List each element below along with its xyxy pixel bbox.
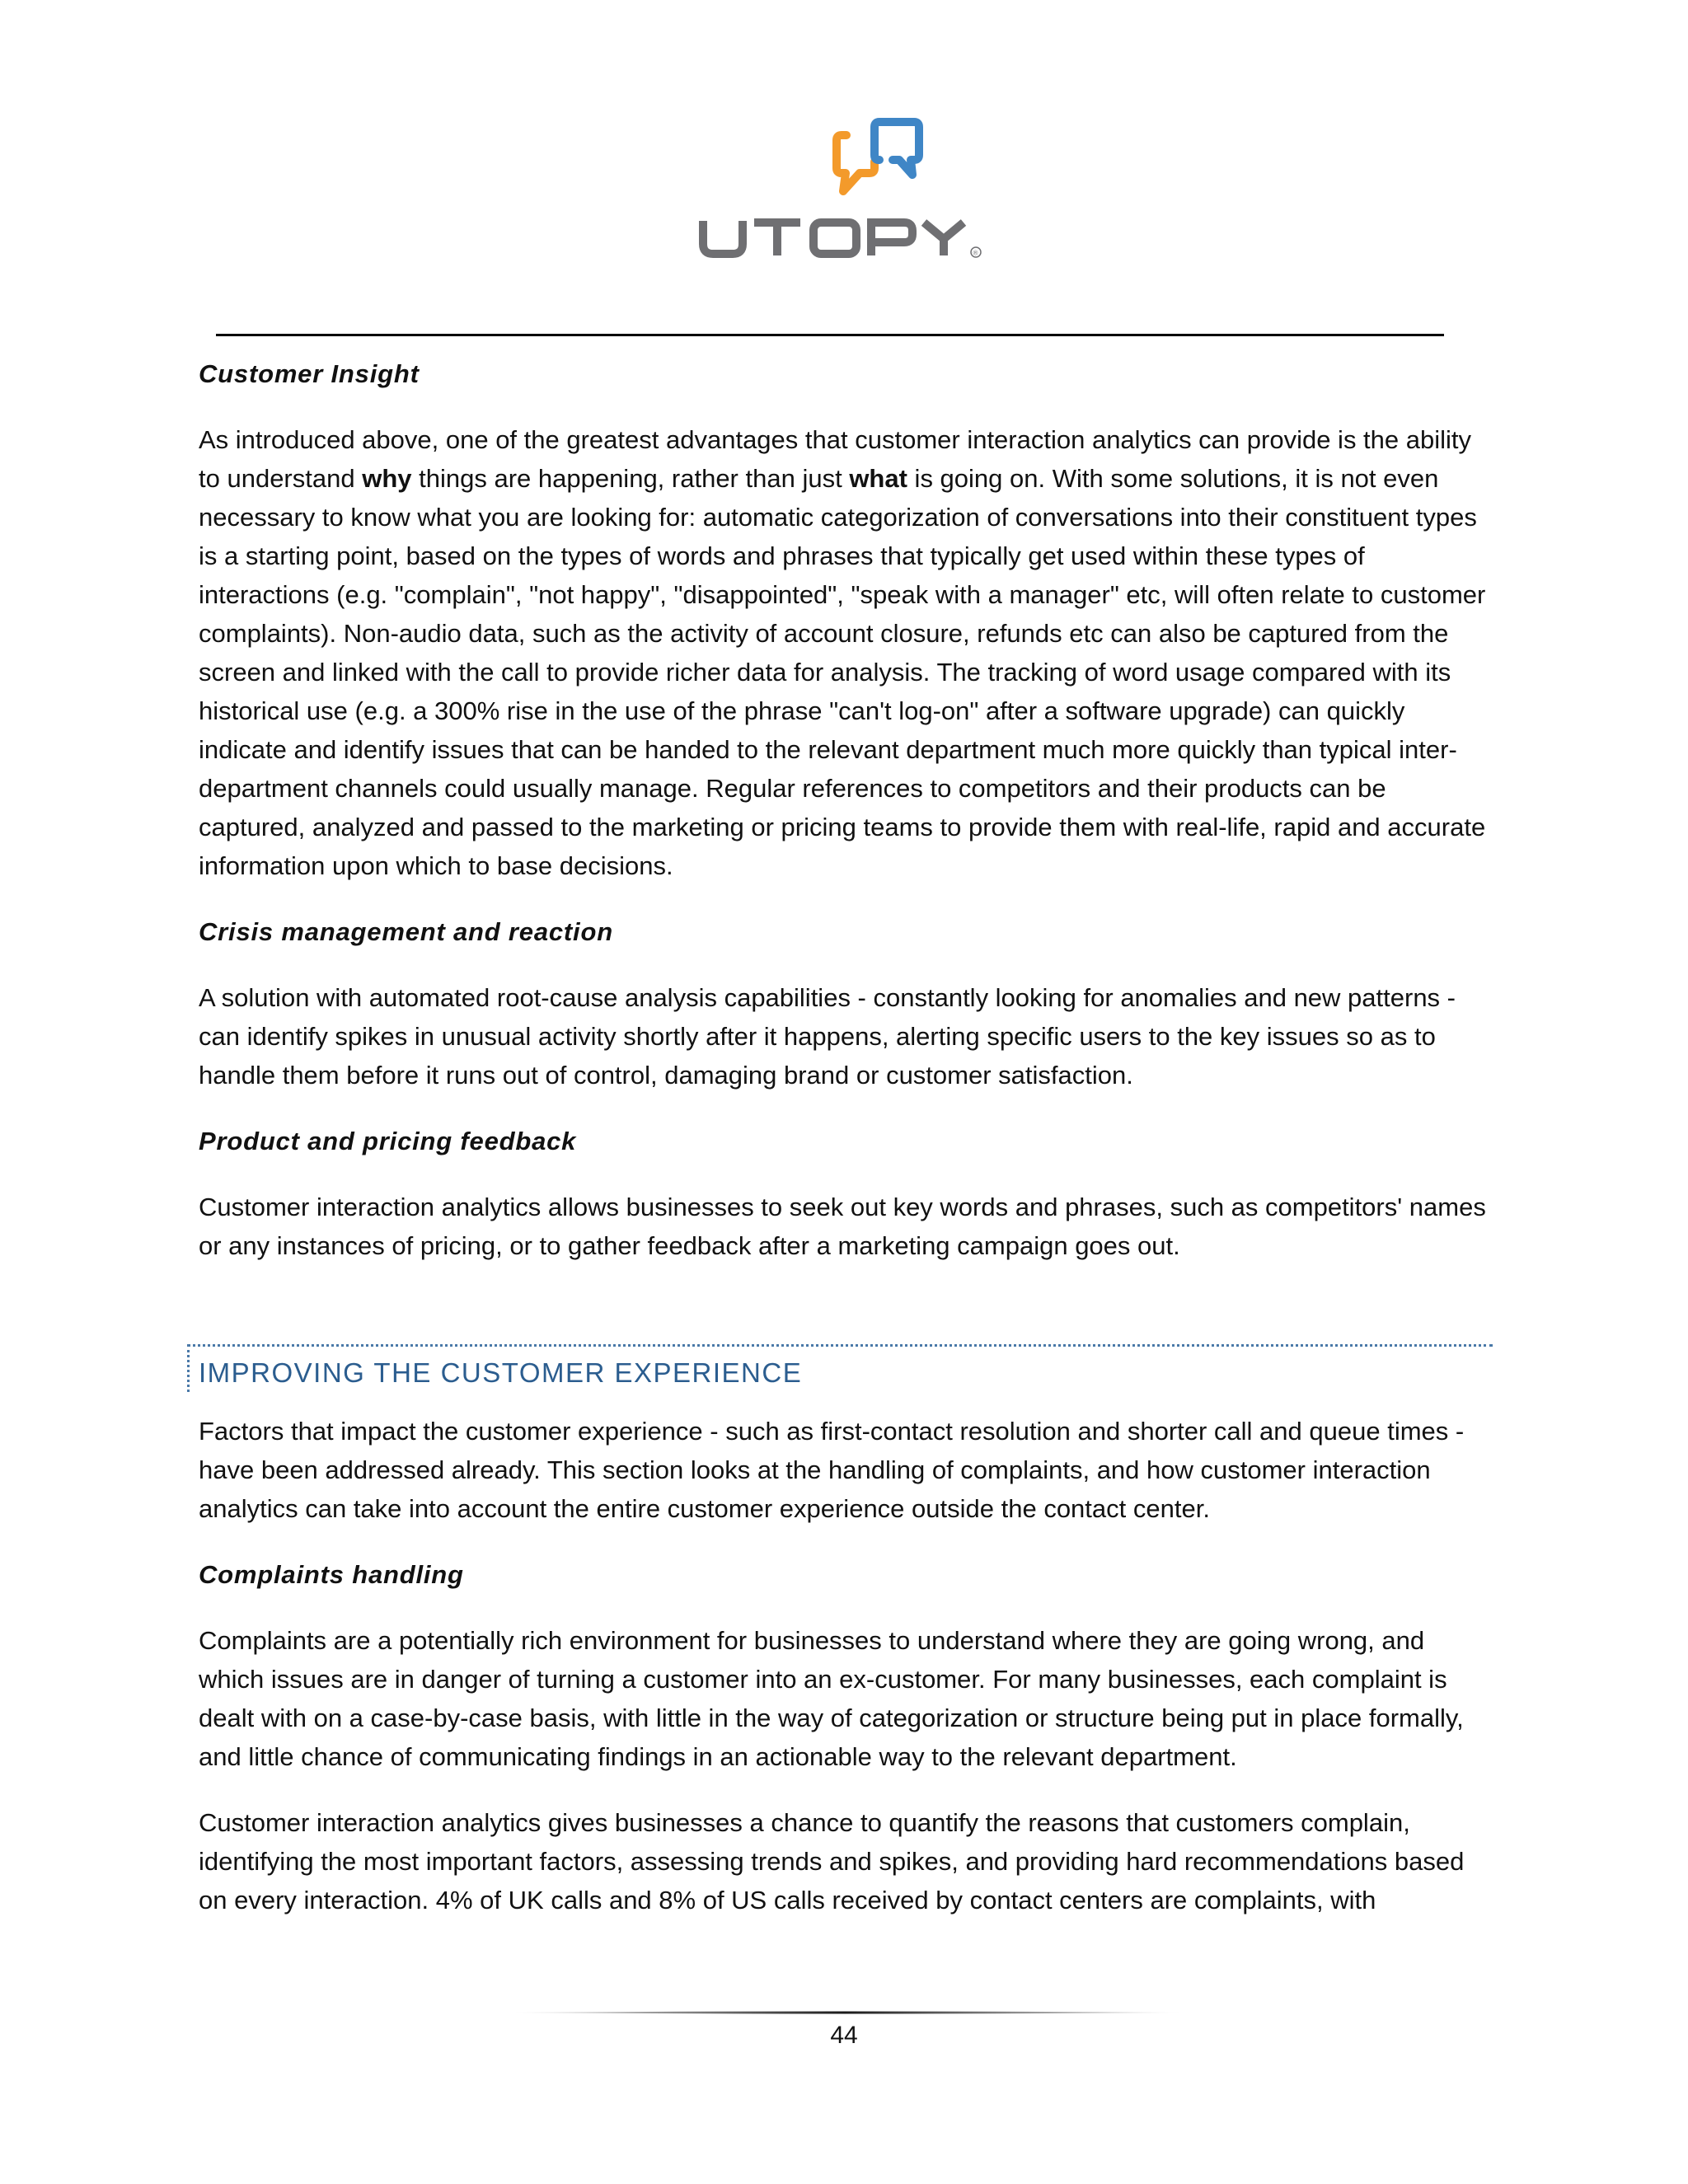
crisis-management-paragraph: A solution with automated root-cause analysis capabilities - constantly looking for anomalies and new patterns - can identify spikes in unusual activity shortly after it happens, alerting specific users to the key issues so as to handle them before it runs out of control, damaging brand or customer satisfaction. — [199, 983, 1456, 1090]
section-heading-text: IMPROVING THE CUSTOMER EXPERIENCE — [199, 1357, 803, 1388]
crisis-management-heading: Crisis management and reaction — [199, 917, 613, 946]
speech-bubbles-icon — [696, 117, 993, 208]
text-run: things are happening, rather than just — [411, 464, 850, 493]
section-heading — [199, 1344, 1493, 1397]
product-pricing-heading: Product and pricing feedback — [199, 1127, 577, 1155]
complaints-paragraph-1: Complaints are a potentially rich environment for businesses to understand where they are going wrong, and which issues are in danger of turning a customer into an ex-customer. For many businesses, each complaint is dealt with on a case-by-case basis, with little in the way of categorization or structure being put in place formally, and little chance of communicating findings in an actionable way to the relevant department. — [199, 1626, 1464, 1771]
footer-divider — [503, 2011, 1187, 2016]
page-number: 44 — [830, 2022, 858, 2049]
customer-insight-heading: Customer Insight — [199, 359, 420, 388]
section-dotted-rule — [187, 1344, 1493, 1347]
header-divider — [216, 334, 1444, 336]
registered-mark: ® — [973, 249, 978, 257]
product-pricing-paragraph: Customer interaction analytics allows businesses to seek out key words and phrases, such as competitors' names or any instances of pricing, or to gather feedback after a marketing campaign goes out. — [199, 1193, 1486, 1260]
complaints-handling-heading: Complaints handling — [199, 1560, 464, 1589]
text-run: As introduced above, one of the greatest advantages that customer interaction analytics can provide is the ability to understand — [199, 425, 1472, 493]
logo-wordmark — [696, 204, 993, 262]
customer-insight-paragraph — [199, 420, 1493, 885]
text-run: is going on. With some solutions, it is not even necessary to know what you are looking for: automatic categorization of conversations into their constituent types is a starting point, based on the types of words and phrases that typically get used within these types of interactions (e.g. "complain", "not happy", "disappointed", "speak with a manager" etc, will often relate to customer complaints). Non-audio data, such as the activity of account closure, refunds etc can also be captured from the screen and linked with the call to provide richer data for analysis. The tracking of word usage compared with its historical use (e.g. a 300% rise in the use of the phrase "can't log-on" after a software upgrade) can quickly indicate and identify issues that can be handed to the relevant department much more quickly than typical inter-department channels could usually manage. Regular references to competitors and their products can be captured, analyzed and passed to the marketing or pricing teams to provide them with real-life, rapid and accurate information upon which to base decisions. — [199, 464, 1486, 880]
page-content — [199, 354, 1493, 1919]
utopy-logo — [696, 117, 993, 261]
complaints-paragraph-2: Customer interaction analytics gives businesses a chance to quantify the reasons that customers complain, identifying the most important factors, assessing trends and spikes, and providing hard recommendations based on every interaction. 4% of UK calls and 8% of US calls received by contact centers are complaints, with — [199, 1808, 1465, 1915]
improving-section-paragraph: Factors that impact the customer experience - such as first-contact resolution and shorter call and queue times - have been addressed already. This section looks at the handling of complaints, and how customer interaction analytics can take into account the entire customer experience outside the contact center. — [199, 1417, 1465, 1523]
bold-word-what: what — [849, 464, 907, 493]
bold-word-why: why — [362, 464, 412, 493]
section-dotted-border — [187, 1344, 190, 1392]
